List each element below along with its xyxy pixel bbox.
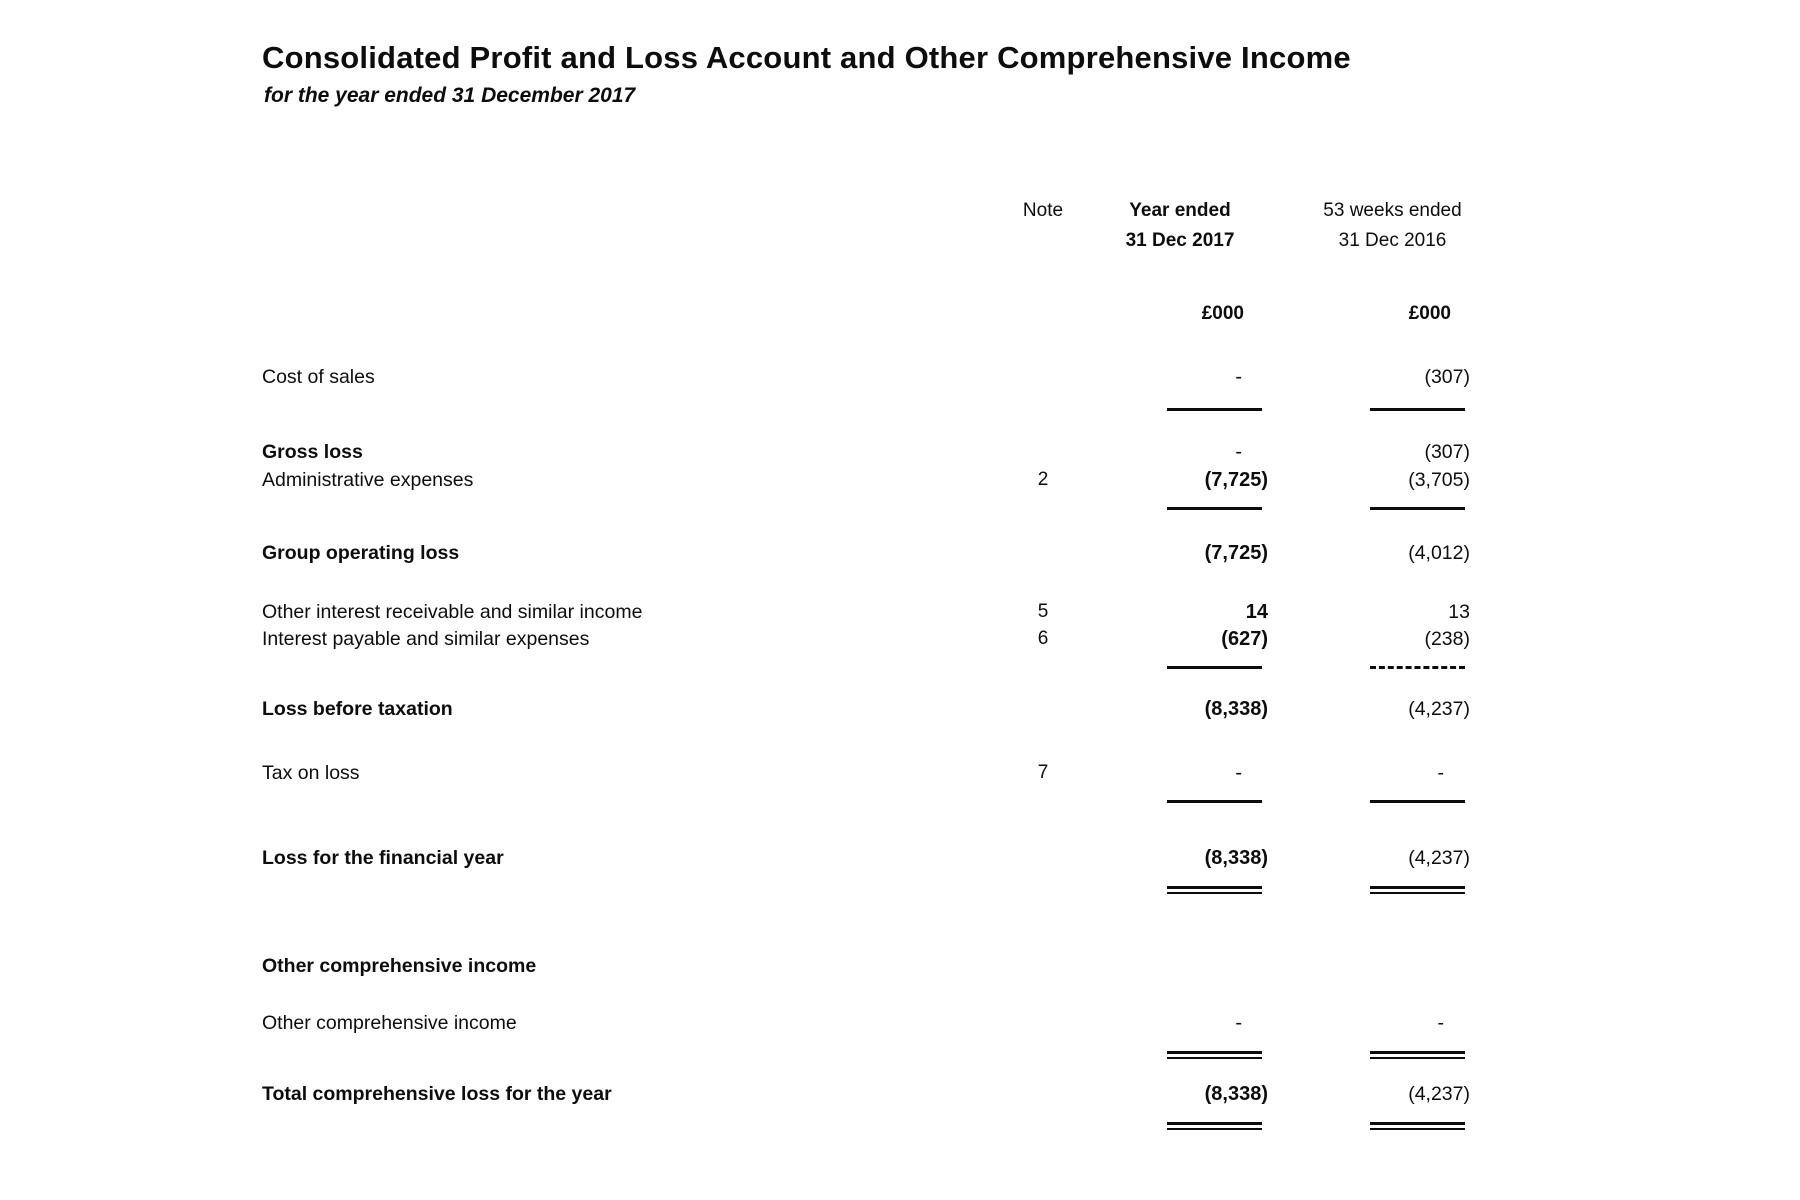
value-2017: (7,725): [1204, 469, 1268, 491]
value-2016: -: [1437, 762, 1444, 784]
double-rule-2016-total: [1370, 1122, 1465, 1130]
value-2016: (307): [1424, 366, 1470, 388]
column-header-2017-line1: Year ended: [1129, 200, 1231, 221]
row-label: Total comprehensive loss for the year: [262, 1083, 612, 1105]
double-rule-2017-loss-for-year: [1167, 886, 1262, 894]
note-ref: 6: [1037, 628, 1049, 649]
column-header-2016: [1285, 196, 1500, 256]
statement-row: [0, 469, 1800, 495]
row-label: Other comprehensive income: [262, 1012, 517, 1034]
row-label: Cost of sales: [262, 366, 375, 388]
single-rule-2017-cost-of-sales: [1167, 408, 1262, 411]
row-label: Loss before taxation: [262, 698, 453, 720]
double-rule-2016-loss-for-year: [1370, 886, 1465, 894]
currency-unit-2017: £000: [1201, 303, 1244, 324]
note-ref: 5: [1037, 601, 1049, 622]
column-header-note: Note: [1022, 200, 1064, 221]
row-label: Administrative expenses: [262, 469, 474, 491]
page-subtitle: for the year ended 31 December 2017: [264, 84, 636, 107]
row-label: Other comprehensive income: [262, 955, 537, 977]
single-rule-2017-interest: [1167, 666, 1262, 669]
row-label: Gross loss: [262, 441, 363, 463]
statement-row: [0, 542, 1800, 568]
value-2017: -: [1235, 366, 1242, 388]
column-header-2016-line2: 31 Dec 2016: [1338, 230, 1447, 251]
double-rule-2016-oci: [1370, 1051, 1465, 1059]
statement-row: [0, 698, 1800, 724]
note-ref: 2: [1037, 469, 1049, 490]
statement-row: [0, 762, 1800, 788]
single-rule-2016-cost-of-sales: [1370, 408, 1465, 411]
value-2017: -: [1235, 1012, 1242, 1034]
statement-row: [0, 847, 1800, 873]
row-label: Group operating loss: [262, 542, 460, 564]
value-2016: -: [1437, 1012, 1444, 1034]
statement-row: [0, 955, 1800, 981]
row-label: Interest payable and similar expenses: [262, 628, 590, 650]
value-2017: 14: [1245, 601, 1268, 623]
currency-unit-2016: £000: [1408, 303, 1451, 324]
single-rule-2017-tax: [1167, 800, 1262, 803]
value-2016: (4,237): [1408, 1083, 1470, 1105]
single-rule-2016-admin-expenses: [1370, 507, 1465, 510]
double-rule-2017-oci: [1167, 1051, 1262, 1059]
value-2016: (4,237): [1408, 847, 1470, 869]
single-rule-2017-admin-expenses: [1167, 507, 1262, 510]
single-rule-2016-tax: [1370, 800, 1465, 803]
value-2017: (8,338): [1204, 1083, 1268, 1105]
column-header-2017: [1080, 196, 1280, 256]
statement-row: [0, 441, 1800, 467]
note-ref: 7: [1037, 762, 1049, 783]
value-2016: (307): [1424, 441, 1470, 463]
value-2016: 13: [1448, 601, 1470, 623]
column-header-2017-line2: 31 Dec 2017: [1125, 230, 1235, 251]
value-2017: (627): [1221, 628, 1268, 650]
single-rule-2016-interest: [1370, 666, 1465, 669]
value-2017: -: [1235, 441, 1242, 463]
statement-row: [0, 366, 1800, 392]
row-label: Tax on loss: [262, 762, 360, 784]
value-2016: (4,237): [1408, 698, 1470, 720]
value-2017: (8,338): [1204, 698, 1268, 720]
value-2017: (7,725): [1204, 542, 1268, 564]
statement-row: [0, 1083, 1800, 1109]
value-2016: (4,012): [1408, 542, 1470, 564]
value-2017: (8,338): [1204, 847, 1268, 869]
value-2016: (238): [1424, 628, 1470, 650]
statement-row: [0, 601, 1800, 627]
column-header-2016-line1: 53 weeks ended: [1323, 200, 1462, 221]
statement-row: [0, 628, 1800, 654]
row-label: Loss for the financial year: [262, 847, 504, 869]
value-2017: -: [1235, 762, 1242, 784]
value-2016: (3,705): [1408, 469, 1470, 491]
page-title: Consolidated Profit and Loss Account and Other Comprehensive Income: [262, 40, 1351, 75]
statement-row: [0, 1012, 1800, 1038]
double-rule-2017-total: [1167, 1122, 1262, 1130]
row-label: Other interest receivable and similar income: [262, 601, 643, 623]
